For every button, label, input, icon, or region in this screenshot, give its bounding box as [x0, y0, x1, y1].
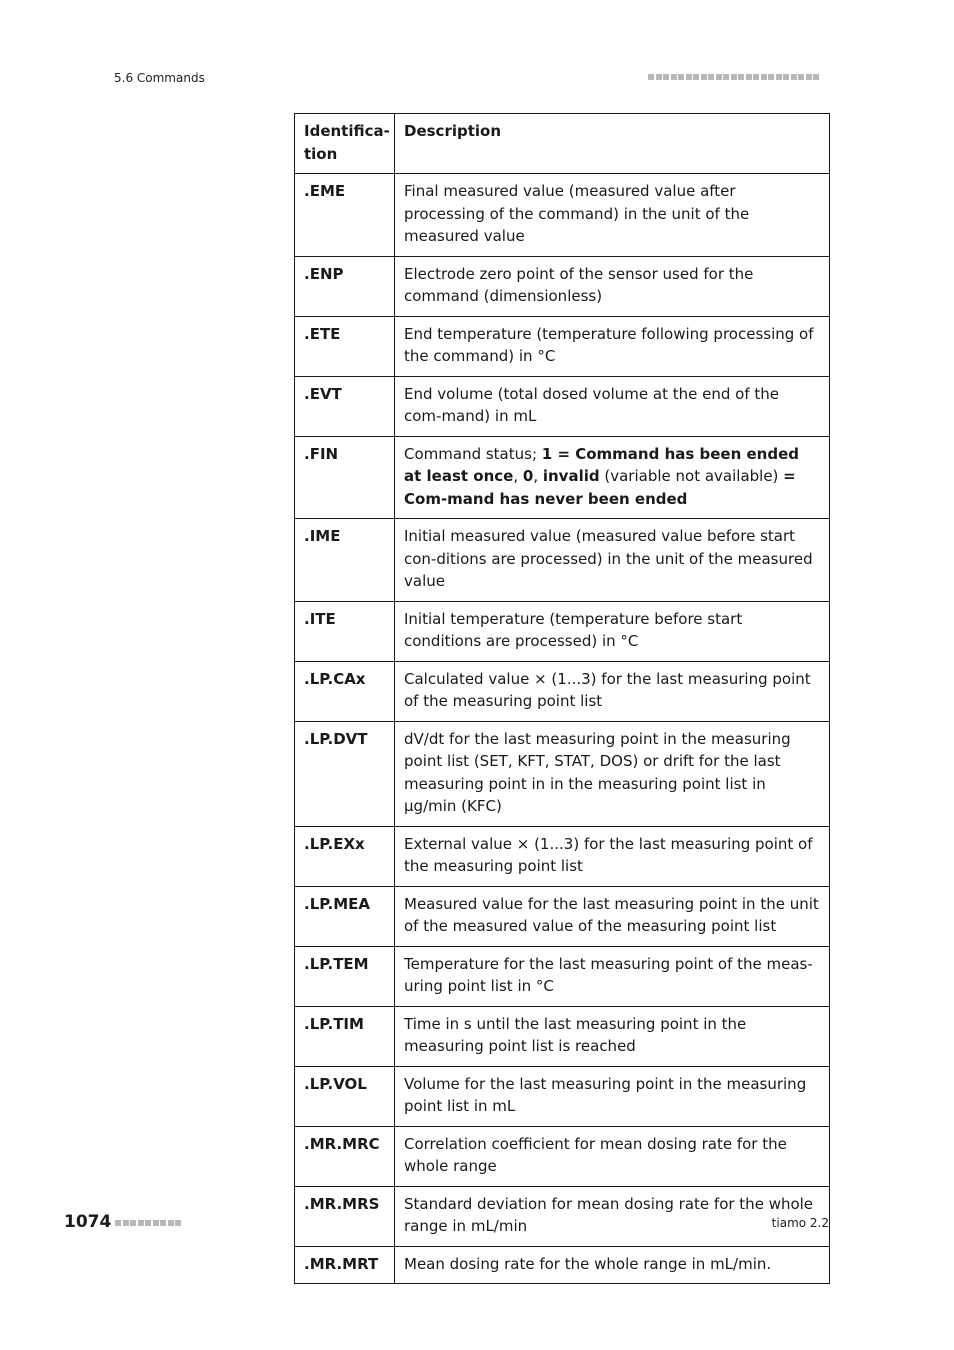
table-row — [295, 1186, 830, 1246]
table-row — [295, 376, 830, 436]
command-variables-table — [294, 113, 830, 1284]
table-row — [295, 519, 830, 602]
variable-description: Standard deviation for mean dosing rate for the whole range in mL/min — [395, 1186, 830, 1246]
column-header-identification: Identifica- tion — [295, 114, 395, 174]
variable-identifier: .LP.DVT — [295, 721, 395, 826]
table-header-row — [295, 114, 830, 174]
variable-identifier: .ENP — [295, 256, 395, 316]
variable-description: Initial temperature (temperature before start conditions are processed) in °C — [395, 601, 830, 661]
table-row — [295, 1126, 830, 1186]
table-row — [295, 1066, 830, 1126]
table-row — [295, 601, 830, 661]
variable-description: Initial measured value (measured value before start con-ditions are processed) in the unit of the measured value — [395, 519, 830, 602]
variable-identifier: .IME — [295, 519, 395, 602]
description-fragment: = Com-mand has never been ended — [404, 467, 796, 508]
variable-description: Temperature for the last measuring point of the meas-uring point list in °C — [395, 946, 830, 1006]
variable-description: Measured value for the last measuring point in the unit of the measured value of the measuring point list — [395, 886, 830, 946]
running-header-section: 5.6 Commands — [114, 71, 205, 85]
variable-description: dV/dt for the last measuring point in the measuring point list (SET, KFT, STAT, DOS) or drift for the last measuring point in in the measuring point list in µg/min (KFC) — [395, 721, 830, 826]
description-fragment: , — [533, 467, 543, 485]
description-fragment: (variable not available) — [599, 467, 784, 485]
description-fragment: invalid — [542, 467, 600, 485]
variable-identifier: .LP.MEA — [295, 886, 395, 946]
table-row — [295, 436, 830, 519]
variable-description: Time in s until the last measuring point in the measuring point list is reached — [395, 1006, 830, 1066]
product-name: tiamo 2.2 — [771, 1216, 829, 1230]
variable-identifier: .LP.TEM — [295, 946, 395, 1006]
variable-identifier: .LP.TIM — [295, 1006, 395, 1066]
variable-description: Final measured value (measured value after processing of the command) in the unit of the measured value — [395, 174, 830, 257]
table-row — [295, 1006, 830, 1066]
variable-identifier: .LP.VOL — [295, 1066, 395, 1126]
table-row — [295, 946, 830, 1006]
table-row — [295, 316, 830, 376]
description-fragment: Command status; — [404, 444, 542, 463]
variable-description: Electrode zero point of the sensor used for the command (dimensionless) — [395, 256, 830, 316]
table-row — [295, 1246, 830, 1284]
footer-decorative-dots — [115, 1220, 185, 1228]
variable-description: End volume (total dosed volume at the end of the com-mand) in mL — [395, 376, 830, 436]
variable-description: Correlation coefficient for mean dosing rate for the whole range — [395, 1126, 830, 1186]
variable-identifier: .FIN — [295, 436, 395, 519]
table-row — [295, 721, 830, 826]
table-row — [295, 256, 830, 316]
variable-identifier: .EME — [295, 174, 395, 257]
description-fragment: 1 = Command has been ended at least once — [404, 444, 800, 485]
page-number: 1074 — [64, 1212, 112, 1232]
variable-identifier: .LP.CAx — [295, 661, 395, 721]
variable-identifier: .ETE — [295, 316, 395, 376]
description-fragment: , — [513, 467, 523, 485]
variable-identifier: .ITE — [295, 601, 395, 661]
variable-identifier: .LP.EXx — [295, 826, 395, 886]
variable-identifier: .EVT — [295, 376, 395, 436]
variable-identifier: .MR.MRC — [295, 1126, 395, 1186]
variable-description: Volume for the last measuring point in the measuring point list in mL — [395, 1066, 830, 1126]
table-row — [295, 826, 830, 886]
description-fragment: 0 — [522, 467, 534, 485]
column-header-description: Description — [395, 114, 830, 174]
variable-description: End temperature (temperature following processing of the command) in °C — [395, 316, 830, 376]
variable-description: Mean dosing rate for the whole range in mL/min. — [395, 1246, 830, 1284]
table-row — [295, 174, 830, 257]
variable-description: Calculated value × (1...3) for the last measuring point of the measuring point list — [395, 661, 830, 721]
variable-identifier: .MR.MRS — [295, 1186, 395, 1246]
table-row — [295, 886, 830, 946]
table-row — [295, 661, 830, 721]
variable-description — [395, 436, 830, 519]
variable-identifier: .MR.MRT — [295, 1246, 395, 1284]
header-decorative-dots — [648, 74, 830, 82]
variable-description: External value × (1...3) for the last measuring point of the measuring point list — [395, 826, 830, 886]
